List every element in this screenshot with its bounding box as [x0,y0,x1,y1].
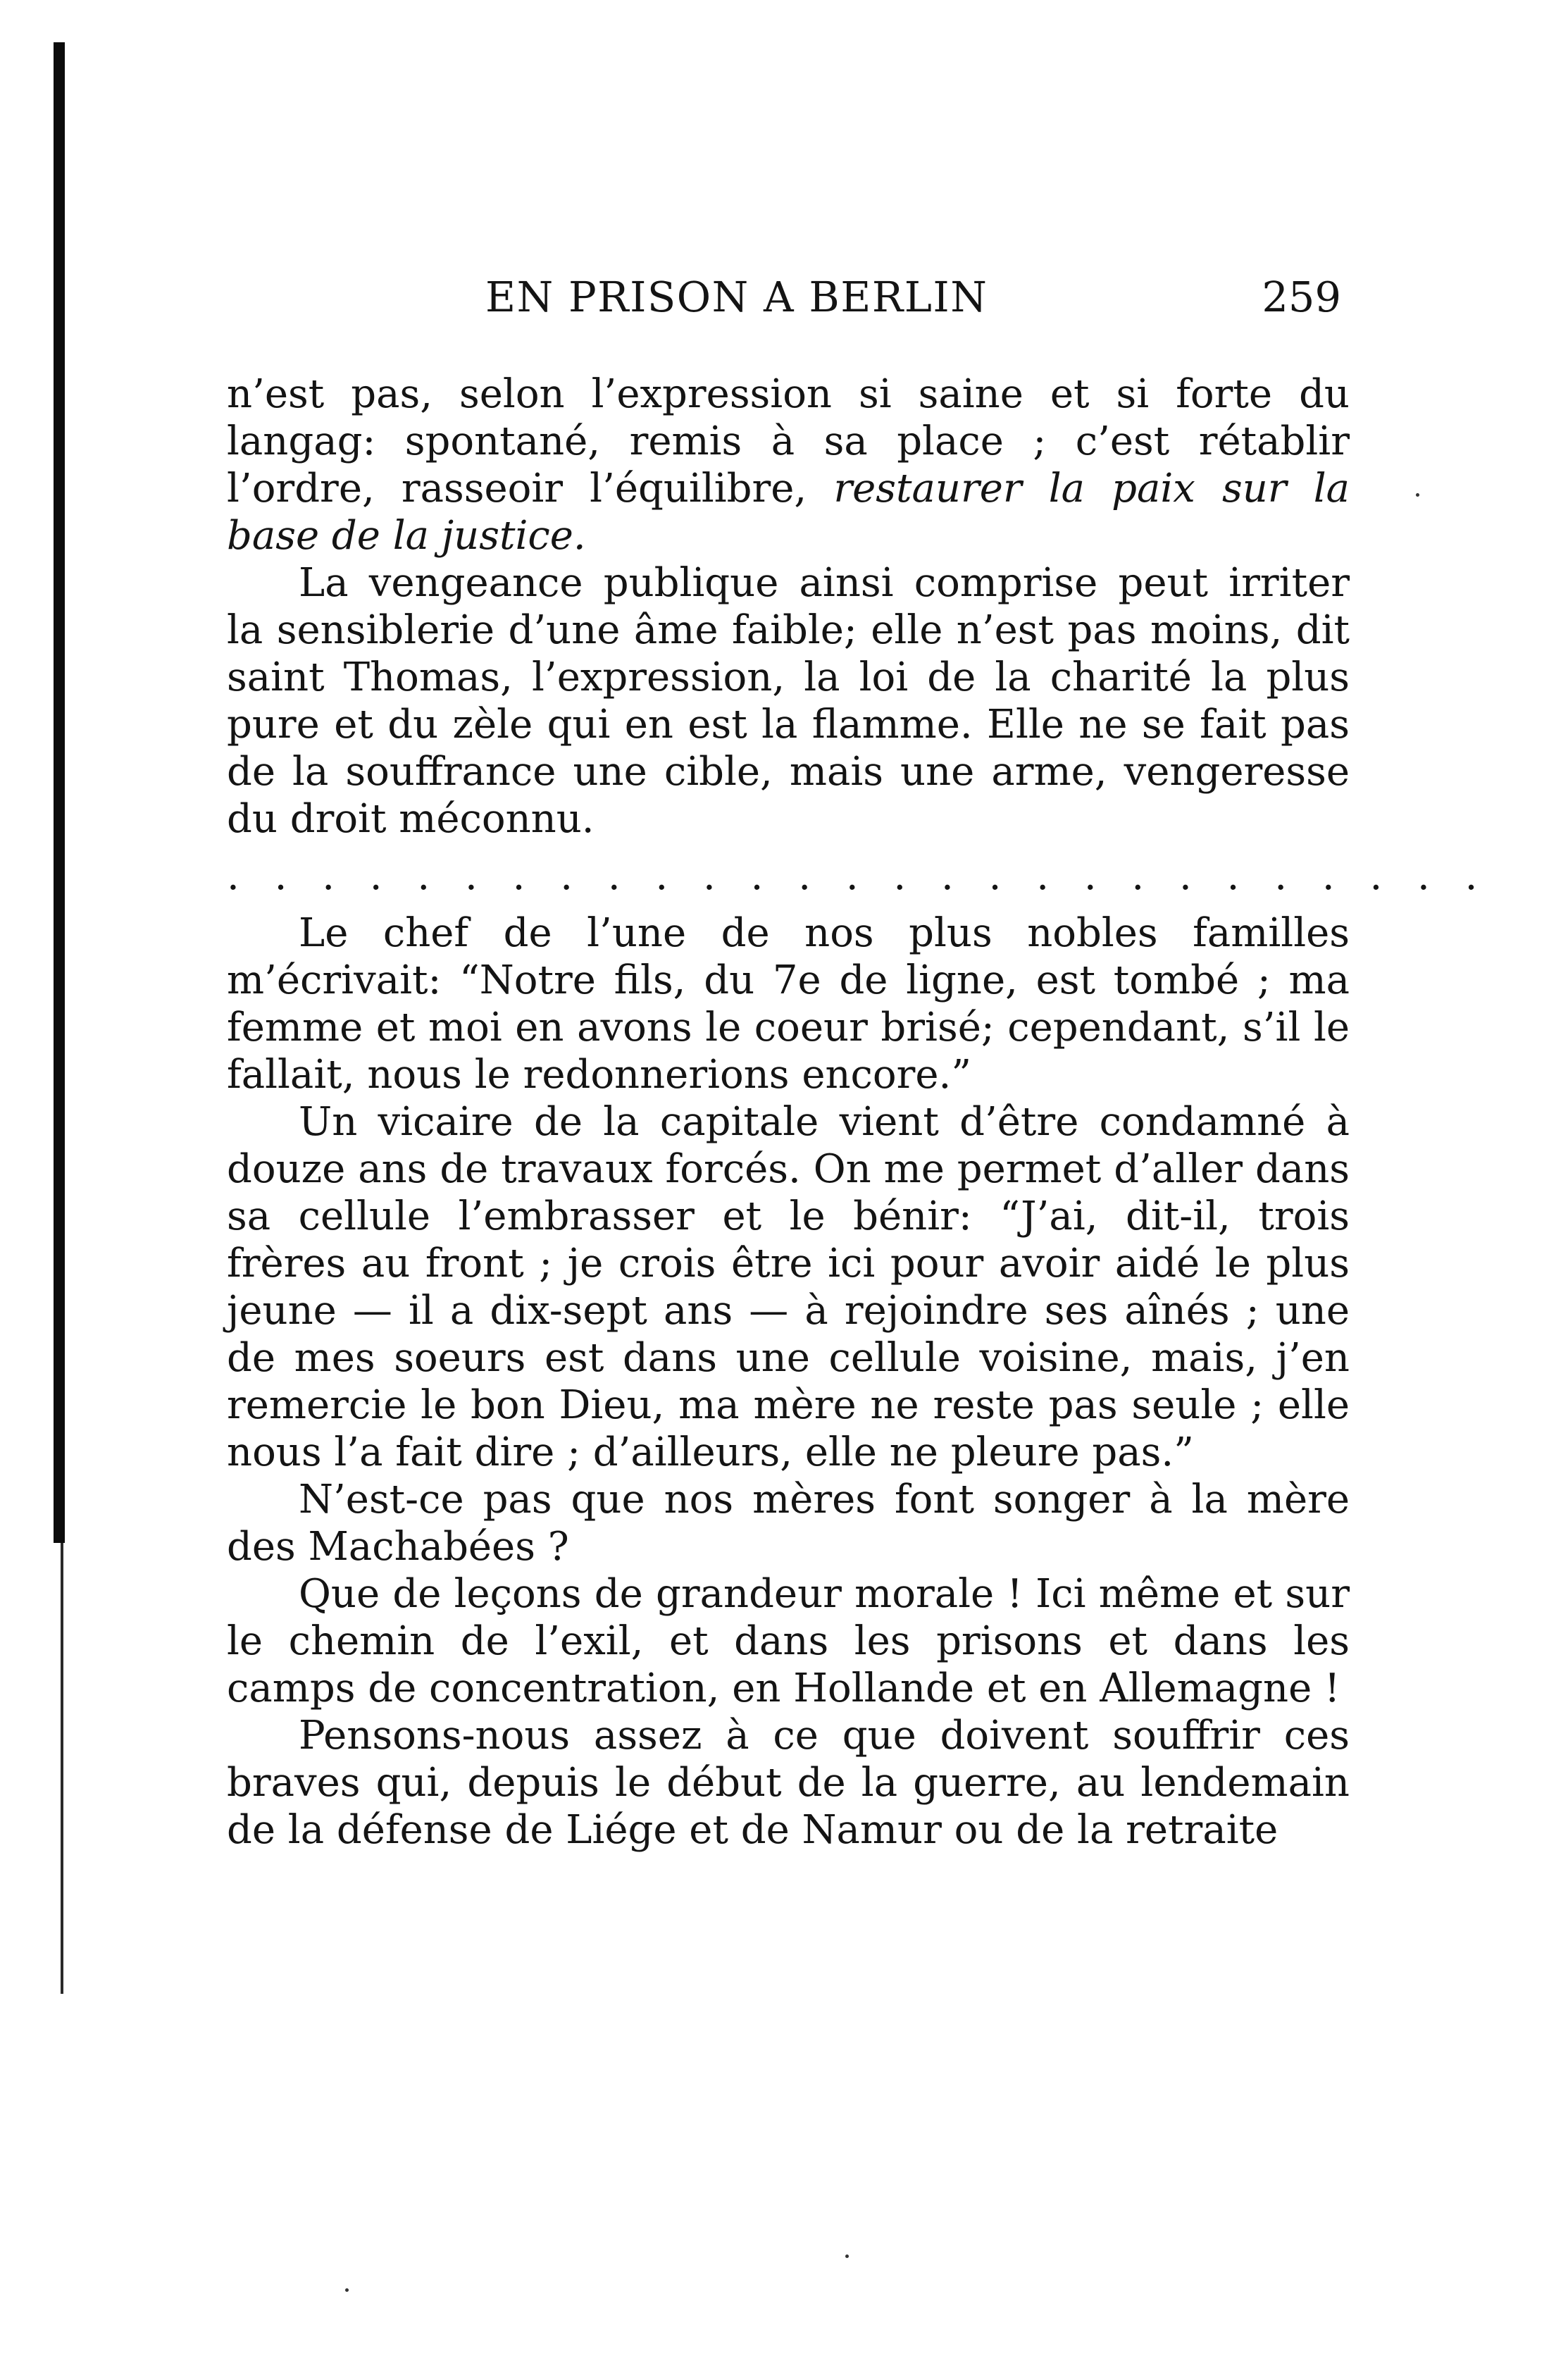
paragraph-text: Le chef de l’une de nos plus nobles familles m’écrivait: “Notre fils, du 7e de ligne, est tombé ; ma femme et moi en avons le coeur brisé; cependant, s’il le fallait, nous le redonnerions encore.” [227,910,1350,1098]
paragraph-text: n’est pas, selon l’expression si saine et si forte du langag: spontané, remis à sa place ; c’est rétablir l’ordre, rasseoir l’équilibre, [227,371,1350,511]
paragraph [227,910,1350,1098]
paragraph-text: Que de leçons de grandeur morale ! Ici même et sur le chemin de l’exil, et dans les prisons et dans les camps de concentration, en Hollande et en Allemagne ! [227,1571,1350,1711]
print-speck [1416,493,1419,497]
print-speck [845,2255,849,2258]
paragraphs-before-separator [227,371,1350,843]
body-text [227,371,1489,1854]
paragraph-text: N’est-ce pas que nos mères font songer à la mère des Machabées ? [227,1477,1350,1570]
italic-text: restaurer la paix sur la base de la justice. [227,466,1350,559]
binding-shadow [54,42,65,1543]
paragraph [227,371,1350,559]
paragraph [227,559,1350,843]
paragraph-text: Pensons-nous assez à ce que doivent souffrir ces braves qui, depuis le début de la guerre, au lendemain de la défense de Liége et de Namur ou de la retraite [227,1713,1350,1853]
paragraph [227,1712,1350,1854]
page-number: 259 [1262,273,1341,321]
running-title: EN PRISON A BERLIN [485,273,988,321]
print-speck [345,2288,349,2292]
paragraph [227,1476,1350,1570]
paragraph [227,1570,1350,1712]
running-head [227,269,1350,325]
paragraph-text: La vengeance publique ainsi comprise peut irriter la sensiblerie d’une âme faible; elle n’est pas moins, dit saint Thomas, l’expression, la loi de la charité la plus pure et du zèle qui en est la flamme. Elle ne se fait pas de la souffrance une cible, mais une arme, vengeresse du droit méconnu. [227,560,1350,842]
paragraphs-after-separator [227,910,1350,1854]
section-separator: . . . . . . . . . . . . . . . . . . . . . . . . . . . [227,853,1489,899]
paragraph-text: Un vicaire de la capitale vient d’être condamné à douze ans de travaux forcés. On me permet d’aller dans sa cellule l’embrasser et le bénir: “J’ai, dit-il, trois frères au front ; je crois être ici pour avoir aidé le plus jeune — il a dix-sept ans — à rejoindre ses aînés ; une de mes soeurs est dans une cellule voisine, mais, j’en remercie le bon Dieu, ma mère ne reste pas seule ; elle nous l’a fait dire ; d’ailleurs, elle ne pleure pas.” [227,1099,1350,1475]
binding-shadow-thin [61,1543,63,1994]
paragraph [227,1098,1350,1476]
